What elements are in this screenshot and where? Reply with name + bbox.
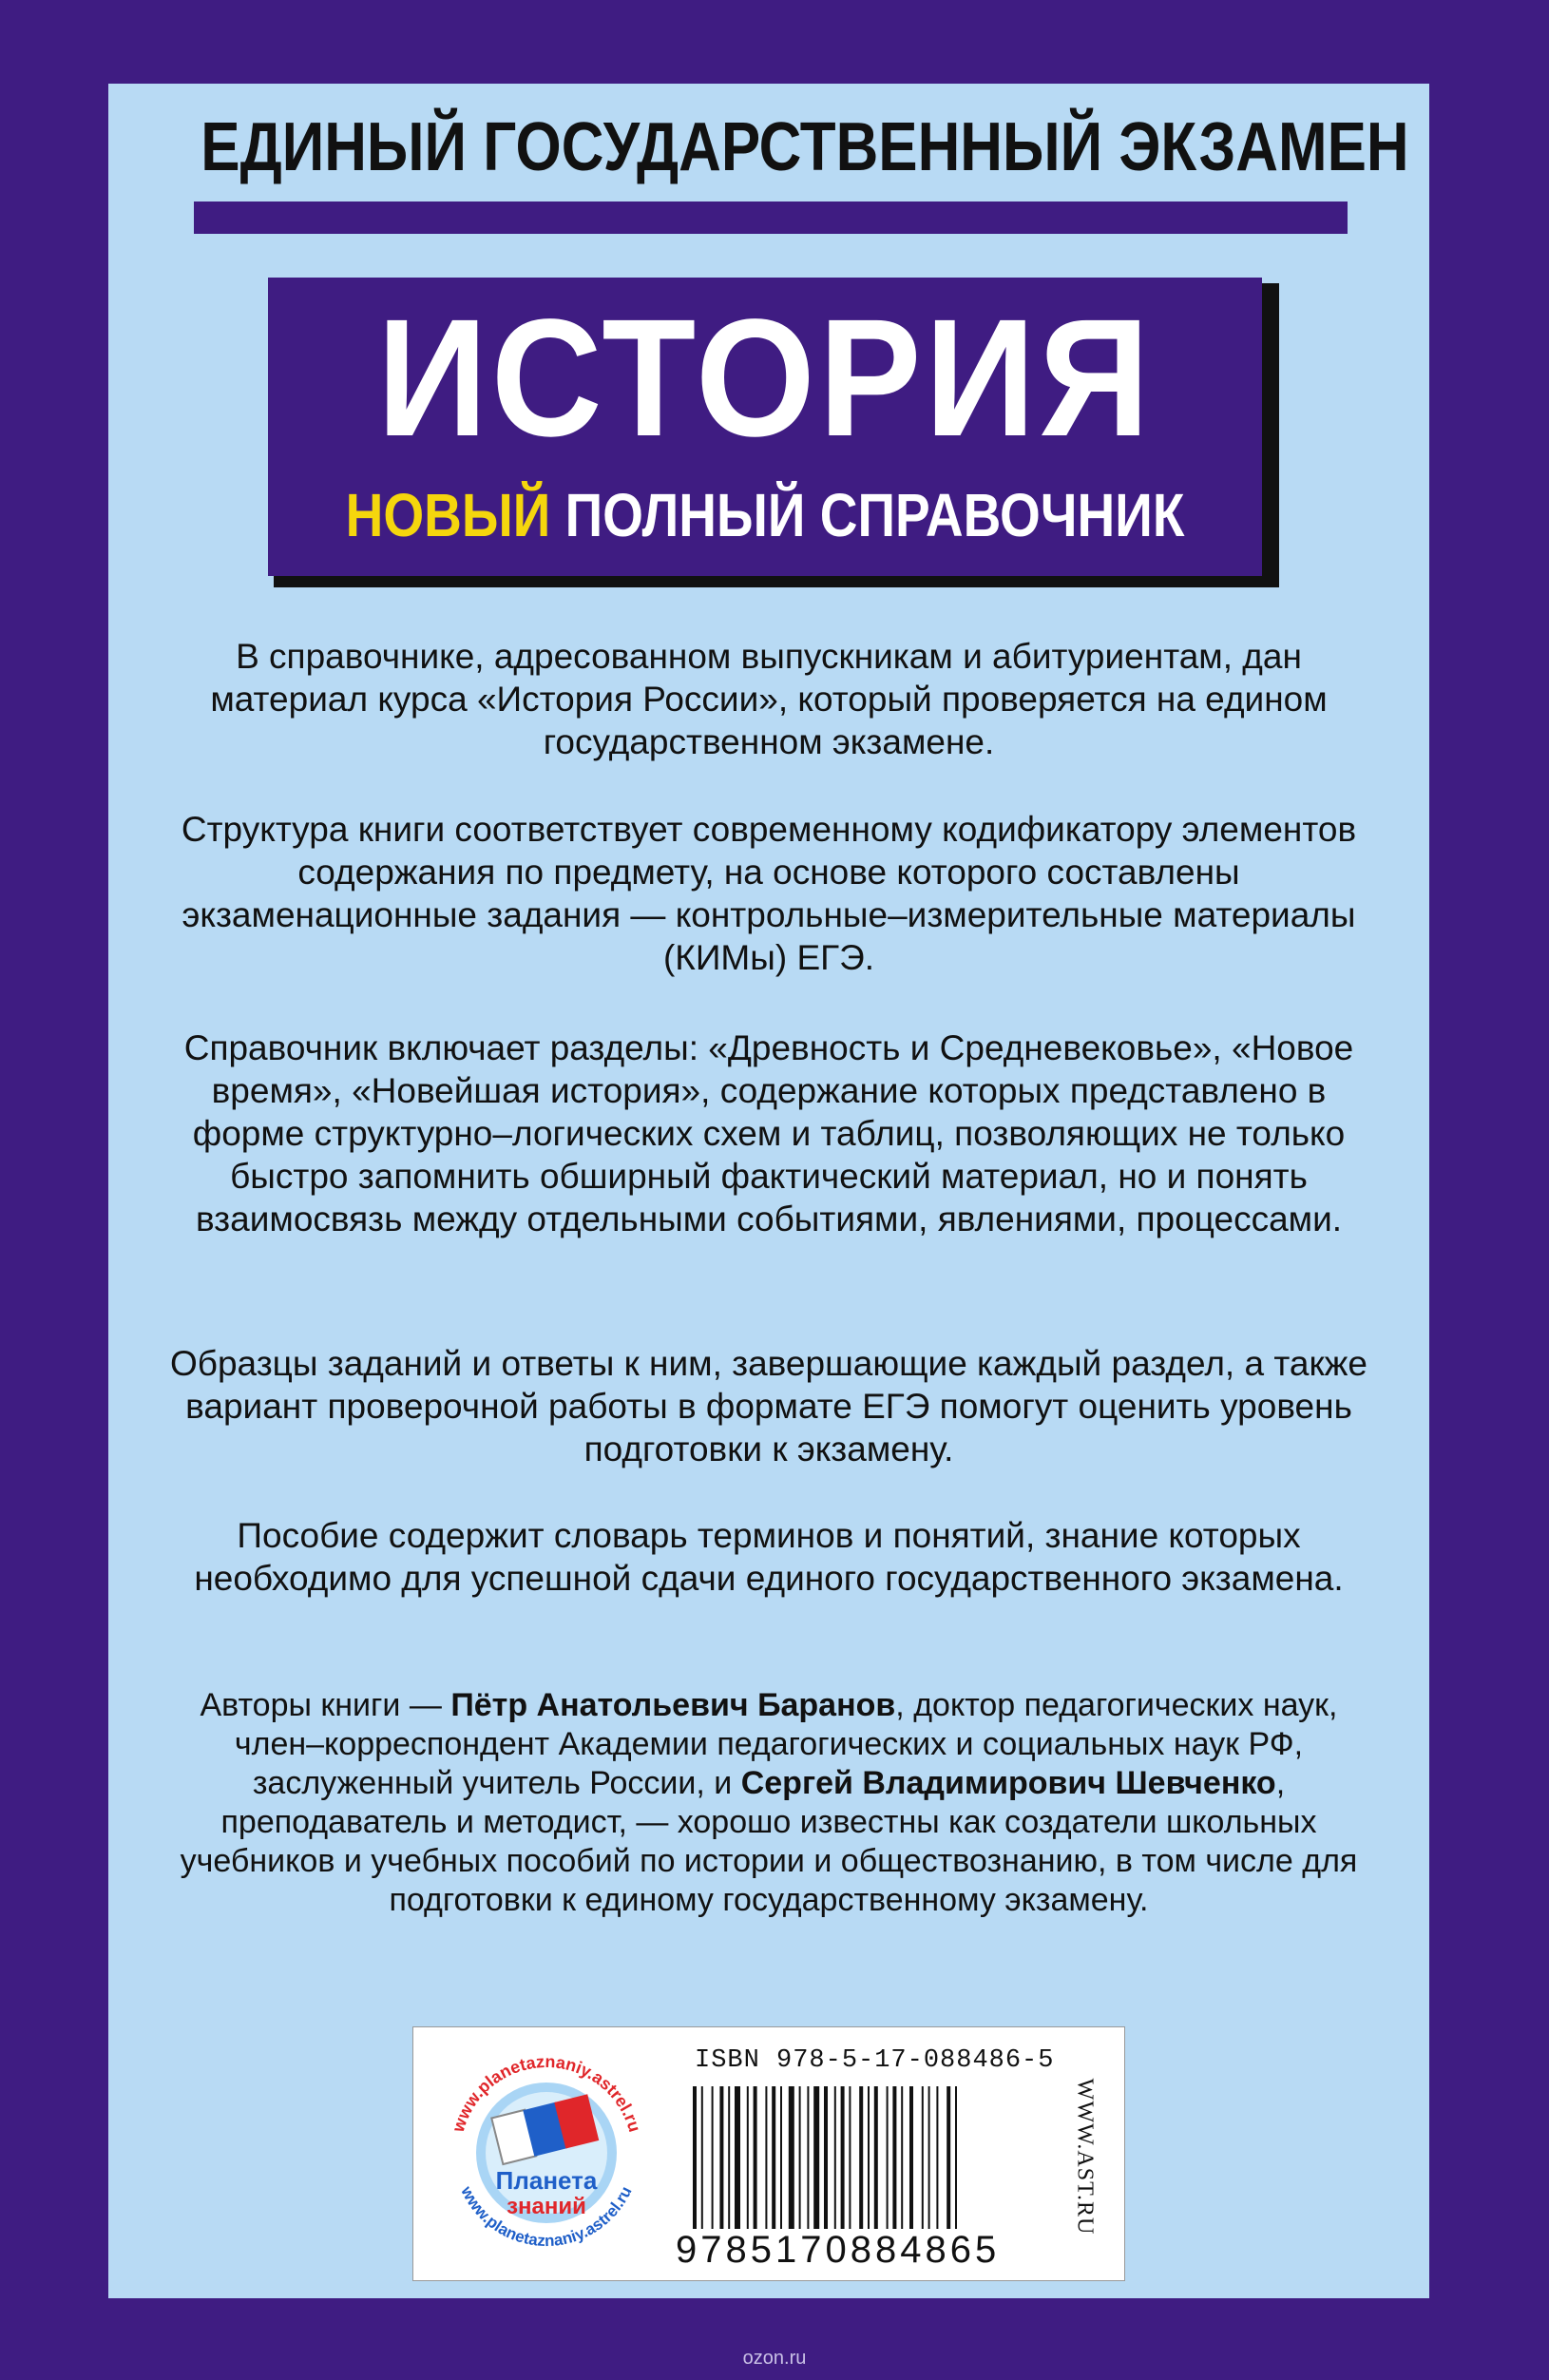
barcode-bar xyxy=(719,2086,723,2229)
planeta-znaniy-logo xyxy=(432,2039,660,2267)
author-1-description: , доктор педагогических наук, член–корреспондент Академии педагогических и социальных наук РФ, заслуженный учитель России, и xyxy=(234,1687,1338,1801)
isbn-number: ISBN 978-5-17-088486-5 xyxy=(695,2046,1055,2075)
subtitle-rest: ПОЛНЫЙ СПРАВОЧНИК xyxy=(564,481,1185,549)
barcode-bar xyxy=(728,2086,730,2229)
barcode-bar xyxy=(909,2086,913,2229)
logo-url-top: www.planetaznaniy.astrel.ru xyxy=(448,2051,645,2135)
barcode-bar xyxy=(834,2086,836,2229)
barcode-bar xyxy=(772,2086,775,2229)
barcode-bar xyxy=(813,2086,819,2229)
barcode-bar xyxy=(868,2086,870,2229)
barcode-bar xyxy=(807,2086,809,2229)
series-divider-bar xyxy=(194,202,1348,234)
logo-name-line2: знаний xyxy=(507,2194,586,2219)
paragraph-text: В справочнике, адресованном выпускникам и абитуриентам, дан материал курса «История России», который проверяется на едином государственном экзамене. xyxy=(210,637,1328,761)
author-2-name: Сергей Владимирович Шевченко xyxy=(740,1765,1276,1801)
publisher-website-text: WWW.AST.RU xyxy=(1072,2078,1098,2236)
barcode-bar xyxy=(849,2086,851,2229)
barcode-bar xyxy=(892,2086,896,2229)
barcode-bar xyxy=(693,2086,697,2229)
publisher-website xyxy=(1065,2062,1103,2252)
barcode-bar xyxy=(735,2086,740,2229)
isbn-block xyxy=(412,2026,1125,2281)
barcode-bar xyxy=(824,2086,828,2229)
description-paragraph-4 xyxy=(165,1342,1372,1470)
author-2-description: , преподаватель и методист, — хорошо известны как создатели школьных учебников и учебных пособий по истории и обществознанию, в том числе для подготовки к единому государственному экзамену. xyxy=(180,1765,1358,1918)
authors-paragraph xyxy=(165,1686,1372,1920)
barcode-bar xyxy=(955,2086,957,2229)
barcode-digits: 9785170884865 xyxy=(676,2229,1001,2271)
description-paragraph-2 xyxy=(165,808,1372,979)
authors-intro: Авторы книги — xyxy=(200,1687,451,1723)
barcode-bar xyxy=(747,2086,749,2229)
barcode-bar xyxy=(701,2086,703,2229)
barcode-bar xyxy=(799,2086,801,2229)
barcode-bar xyxy=(874,2086,878,2229)
subtitle-highlight: НОВЫЙ xyxy=(345,481,551,549)
barcode-bar xyxy=(841,2086,845,2229)
barcode-bar xyxy=(922,2086,924,2229)
barcode xyxy=(689,2086,1050,2229)
ozon-watermark: ozon.ru xyxy=(742,2348,807,2369)
series-title: ЕДИНЫЙ ГОСУДАРСТВЕННЫЙ ЭКЗАМЕН xyxy=(201,109,1409,185)
paragraph-text: Пособие содержит словарь терминов и понятий, знание которых необходимо для успешной сдачи единого государственного экзамена. xyxy=(194,1516,1344,1598)
barcode-bar xyxy=(712,2086,714,2229)
logo-url-bottom: www.planetaznaniy.astrel.ru xyxy=(457,2183,636,2251)
barcode-bar xyxy=(947,2086,950,2229)
title-box xyxy=(268,278,1262,576)
description-paragraph-5 xyxy=(165,1514,1372,1600)
barcode-bar xyxy=(928,2086,930,2229)
barcode-bar xyxy=(901,2086,903,2229)
barcode-bar xyxy=(859,2086,863,2229)
paragraph-text: Образцы заданий и ответы к ним, завершающие каждый раздел, а также вариант проверочной работы в формате ЕГЭ помогут оценить уровень подготовки к экзамену. xyxy=(170,1344,1367,1468)
paragraph-text: Структура книги соответствует современному кодификатору элементов содержания по предмету, на основе которого составлены экзаменационные задания — контрольные–измерительные материалы (КИМы) ЕГЭ. xyxy=(181,810,1357,977)
book-subtitle xyxy=(337,481,1193,549)
logo-name-line1: Планета xyxy=(495,2166,598,2195)
barcode-bar xyxy=(765,2086,767,2229)
paragraph-text: Справочник включает разделы: «Древность и Средневековье», «Новое время», «Новейшая история», содержание которых представлено в форме структурно–логических схем и таблиц, позволяющих не только быстро запомнить обширный фактический материал, но и понять взаимосвязь между отдельными событиями, явлениями, процессами. xyxy=(183,1028,1354,1238)
barcode-bar xyxy=(936,2086,938,2229)
barcode-bar xyxy=(887,2086,889,2229)
description-paragraph-3 xyxy=(165,1027,1372,1240)
book-title: ИСТОРИЯ xyxy=(376,285,1154,471)
description-paragraph-1 xyxy=(165,635,1372,763)
barcode-bar xyxy=(780,2086,782,2229)
barcode-bar xyxy=(789,2086,794,2229)
author-1-name: Пётр Анатольевич Баранов xyxy=(450,1687,896,1723)
back-cover-panel xyxy=(108,84,1429,2298)
barcode-bar xyxy=(754,2086,757,2229)
